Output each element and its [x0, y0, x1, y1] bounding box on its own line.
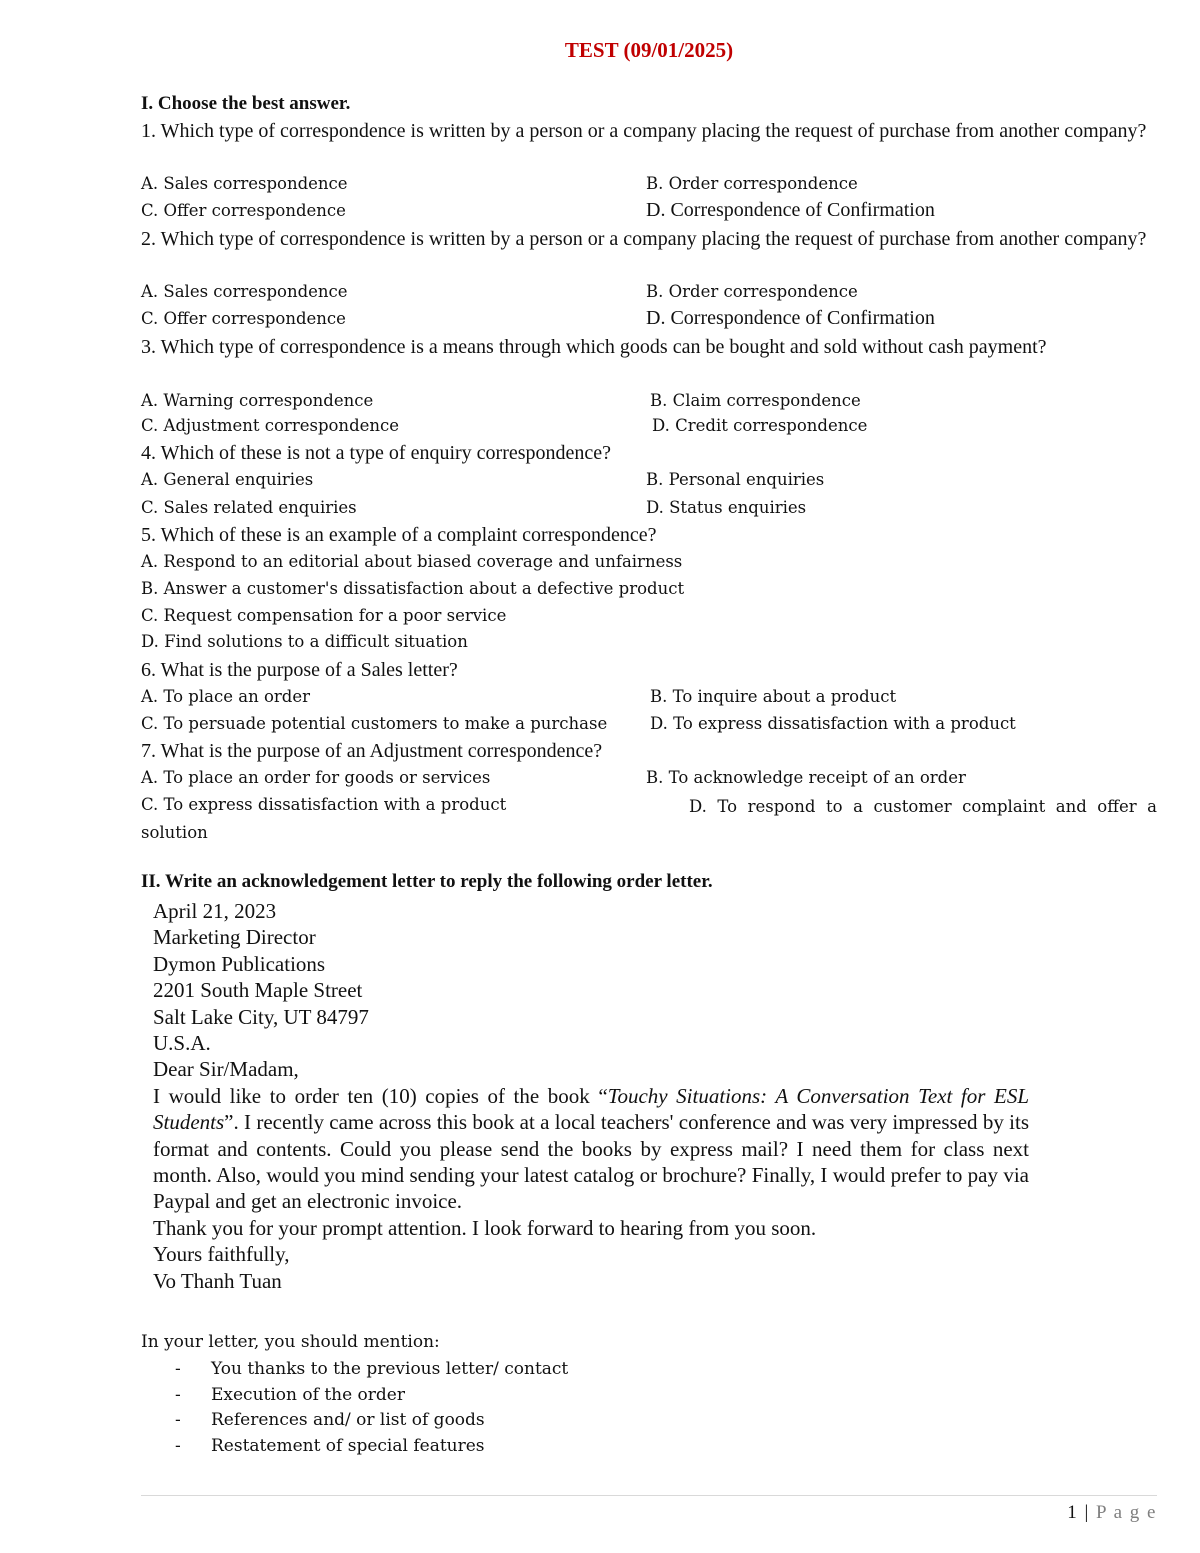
q3-option-c: C. Adjustment correspondence [141, 416, 400, 435]
question-7: 7. What is the purpose of an Adjustment correspondence? [141, 740, 603, 762]
q4-option-b: B. Personal enquiries [646, 470, 825, 489]
instructions-list [175, 1357, 568, 1460]
question-1: 1. Which type of correspondence is written by a person or a company placing the request of purchase from another company? [141, 120, 1147, 142]
footer-divider [141, 1495, 1157, 1496]
list-item: - You thanks to the previous letter/ contact [175, 1357, 568, 1383]
letter-date: April 21, 2023 [153, 899, 277, 923]
q6-option-a: A. To place an order [141, 687, 310, 706]
q7-option-b: B. To acknowledge receipt of an order [646, 768, 966, 787]
q4-option-a: A. General enquiries [141, 470, 314, 489]
q5-option-a: A. Respond to an editorial about biased coverage and unfairness [141, 552, 683, 571]
q6-option-c: C. To persuade potential customers to make a purchase [141, 714, 608, 733]
list-item: - Restatement of special features [175, 1434, 568, 1460]
list-item: - Execution of the order [175, 1383, 568, 1409]
letter-body-post: ”. I recently came across this book at a local teachers' conference and was very impressed by its format and contents. Could you please send the books by express mail? I need them for class next month. Also, would you mind sending your latest catalog or brochure? Finally, I would prefer to pay via Paypal and get an electronic invoice. [153, 1110, 1029, 1214]
q3-option-b: B. Claim correspondence [650, 391, 861, 410]
question-6: 6. What is the purpose of a Sales letter? [141, 659, 458, 681]
letter-valediction: Yours faithfully, [153, 1242, 290, 1267]
letter-street: 2201 South Maple Street [153, 978, 363, 1003]
question-3: 3. Which type of correspondence is a means through which goods can be bought and sold without cash payment? [141, 336, 1047, 358]
q1-option-c: C. Offer correspondence [141, 201, 346, 220]
question-2: 2. Which type of correspondence is written by a person or a company placing the request of purchase from another company? [141, 228, 1147, 250]
q5-option-d: D. Find solutions to a difficult situation [141, 632, 468, 651]
q1-option-a: A. Sales correspondence [141, 174, 348, 193]
section-1-heading: I. Choose the best answer. [141, 93, 351, 114]
q4-option-d: D. Status enquiries [646, 498, 807, 517]
q7-option-a: A. To place an order for goods or services [141, 768, 491, 787]
letter-body [153, 1083, 1029, 1215]
q2-option-b: B. Order correspondence [646, 282, 858, 301]
page-footer [1067, 1502, 1157, 1524]
q6-option-b: B. To inquire about a product [650, 687, 897, 706]
instructions-intro: In your letter, you should mention: [141, 1332, 440, 1352]
section-2-heading: II. Write an acknowledgement letter to reply the following order letter. [141, 871, 713, 892]
question-5: 5. Which of these is an example of a complaint correspondence? [141, 524, 657, 546]
order-letter [153, 898, 1029, 1294]
test-title: TEST (09/01/2025) [564, 38, 734, 62]
letter-book-title: Touchy Situations: A Conversation Text for ESL Students [153, 1083, 1029, 1135]
question-4: 4. Which of these is not a type of enquiry correspondence? [141, 442, 612, 464]
q6-option-d: D. To express dissatisfaction with a product [650, 714, 1016, 733]
q3-option-d: D. Credit correspondence [652, 416, 868, 435]
q2-option-c: C. Offer correspondence [141, 309, 346, 328]
letter-city: Salt Lake City, UT 84797 [153, 1004, 369, 1029]
page-label: P a g e [1096, 1502, 1157, 1523]
letter-recipient-title: Marketing Director [153, 925, 316, 950]
list-item: - References and/ or list of goods [175, 1408, 568, 1434]
letter-salutation: Dear Sir/Madam, [153, 1057, 299, 1082]
letter-body-pre: I would like to order ten (10) copies of the book “ [153, 1083, 608, 1108]
document-page [141, 0, 1157, 1553]
letter-closing-line: Thank you for your prompt attention. I look forward to hearing from you soon. [153, 1215, 817, 1240]
q2-option-a: A. Sales correspondence [141, 282, 348, 301]
q5-option-c: C. Request compensation for a poor service [141, 606, 507, 625]
q1-option-b: B. Order correspondence [646, 174, 858, 193]
q2-option-d: D. Correspondence of Confirmation [646, 307, 935, 329]
q5-option-b: B. Answer a customer's dissatisfaction about a defective product [141, 579, 685, 598]
q4-option-c: C. Sales related enquiries [141, 498, 357, 517]
letter-company: Dymon Publications [153, 951, 326, 976]
q1-option-d: D. Correspondence of Confirmation [646, 199, 935, 221]
footer-separator: | [1084, 1502, 1090, 1523]
q3-option-a: A. Warning correspondence [141, 391, 374, 410]
q7-option-c: C. To express dissatisfaction with a product [141, 795, 507, 814]
letter-signature: Vo Thanh Tuan [153, 1268, 282, 1293]
letter-country: U.S.A. [153, 1031, 211, 1056]
q7-option-d: D. To respond to a customer complaint and offer a solution [141, 797, 1157, 842]
page-number: 1 [1067, 1502, 1079, 1523]
